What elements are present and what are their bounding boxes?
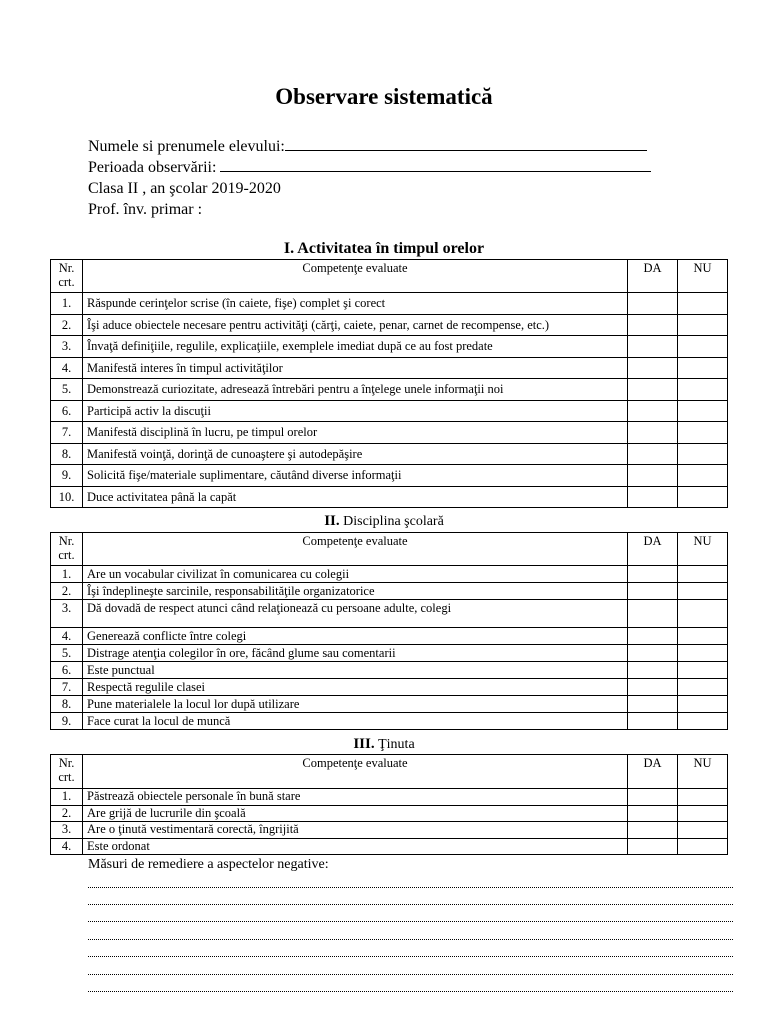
period-line: [88, 157, 651, 178]
da-cell[interactable]: [628, 379, 678, 401]
dotted-line[interactable]: [88, 920, 733, 922]
da-cell[interactable]: [628, 314, 678, 336]
period-label: Perioada observării:: [88, 159, 217, 176]
da-cell[interactable]: [628, 422, 678, 444]
table-row: [51, 336, 728, 358]
row-number: 1.: [51, 566, 83, 583]
da-cell[interactable]: [628, 645, 678, 662]
section-3-numeral: III.: [353, 736, 375, 752]
nu-cell[interactable]: [678, 465, 728, 487]
da-cell[interactable]: [628, 336, 678, 358]
table-row: [51, 465, 728, 487]
da-cell[interactable]: [628, 822, 678, 839]
section-2-title: [0, 513, 768, 530]
table-row: [51, 645, 728, 662]
row-number: 6.: [51, 662, 83, 679]
nu-cell[interactable]: [678, 583, 728, 600]
competence-text: Demonstrează curiozitate, adresează întrebări pentru a înţelege unele informaţii noi: [83, 379, 628, 401]
competence-text: Păstrează obiectele personale în bună stare: [83, 789, 628, 806]
row-number: 2.: [51, 805, 83, 822]
section-1-numeral: I.: [283, 240, 295, 257]
table-row: [51, 805, 728, 822]
competence-text: Îşi aduce obiectele necesare pentru activităţi (cărţi, caiete, penar, carnet de recompense, etc.): [83, 314, 628, 336]
table-row: [51, 566, 728, 583]
col-da: DA: [628, 533, 678, 566]
da-cell[interactable]: [628, 679, 678, 696]
da-cell[interactable]: [628, 662, 678, 679]
competence-text: Duce activitatea până la capăt: [83, 486, 628, 508]
da-cell[interactable]: [628, 566, 678, 583]
row-number: 8.: [51, 696, 83, 713]
section-2-table: [50, 532, 728, 730]
table-row: [51, 486, 728, 508]
nu-cell[interactable]: [678, 600, 728, 628]
class-line: Clasa II , an şcolar 2019-2020: [88, 180, 281, 197]
section-2-numeral: II.: [324, 513, 340, 529]
competence-text: Răspunde cerinţelor scrise (în caiete, fişe) complet şi corect: [83, 293, 628, 315]
section-1-title: [0, 240, 768, 258]
dotted-line[interactable]: [88, 990, 733, 992]
competence-text: Are grijă de lucrurile din şcoală: [83, 805, 628, 822]
table-row: [51, 443, 728, 465]
nu-cell[interactable]: [678, 422, 728, 444]
table-row: [51, 379, 728, 401]
competence-text: Manifestă interes în timpul activităţilor: [83, 357, 628, 379]
da-cell[interactable]: [628, 293, 678, 315]
competence-text: Este ordonat: [83, 838, 628, 855]
competence-text: Învaţă definiţiile, regulile, explicaţiile, exemplele imediat după ce au fost predate: [83, 336, 628, 358]
teacher-line: Prof. înv. primar :: [88, 201, 203, 218]
col-competente: Competenţe evaluate: [83, 260, 628, 293]
nu-cell[interactable]: [678, 379, 728, 401]
table-row: [51, 422, 728, 444]
dotted-line[interactable]: [88, 886, 733, 888]
competence-text: Pune materialele la locul lor după utilizare: [83, 696, 628, 713]
table-row: [51, 583, 728, 600]
name-blank[interactable]: [285, 136, 647, 151]
nu-cell[interactable]: [678, 679, 728, 696]
row-number: 9.: [51, 713, 83, 730]
table-row: [51, 628, 728, 645]
nu-cell[interactable]: [678, 628, 728, 645]
row-number: 9.: [51, 465, 83, 487]
col-da: DA: [628, 260, 678, 293]
col-nu: NU: [678, 260, 728, 293]
section-2-name: Disciplina şcolară: [343, 514, 444, 529]
da-cell[interactable]: [628, 443, 678, 465]
nu-cell[interactable]: [678, 400, 728, 422]
name-label: Numele si prenumele elevului:: [88, 138, 285, 155]
competence-text: Îşi îndeplineşte sarcinile, responsabilităţile organizatorice: [83, 583, 628, 600]
table-row: [51, 662, 728, 679]
section-1-table: [50, 259, 728, 508]
section-3-name: Ţinuta: [378, 737, 415, 752]
nu-cell[interactable]: [678, 838, 728, 855]
dotted-line[interactable]: [88, 903, 733, 905]
dotted-line[interactable]: [88, 938, 733, 940]
da-cell[interactable]: [628, 696, 678, 713]
dotted-line[interactable]: [88, 973, 733, 975]
table-row: [51, 838, 728, 855]
row-number: 2.: [51, 314, 83, 336]
dotted-line[interactable]: [88, 955, 733, 957]
row-number: 5.: [51, 379, 83, 401]
row-number: 1.: [51, 789, 83, 806]
competence-text: Manifestă disciplină în lucru, pe timpul orelor: [83, 422, 628, 444]
row-number: 7.: [51, 422, 83, 444]
da-cell[interactable]: [628, 805, 678, 822]
nu-cell[interactable]: [678, 314, 728, 336]
period-blank[interactable]: [220, 157, 651, 172]
da-cell[interactable]: [628, 838, 678, 855]
competence-text: Dă dovadă de respect atunci când relaţionează cu persoane adulte, colegi: [83, 600, 628, 628]
row-number: 1.: [51, 293, 83, 315]
da-cell[interactable]: [628, 600, 678, 628]
col-da: DA: [628, 755, 678, 789]
competence-text: Manifestă voinţă, dorinţă de cunoaştere şi autodepăşire: [83, 443, 628, 465]
table-row: [51, 357, 728, 379]
section-3-title: [0, 736, 768, 753]
page-title: Observare sistematică: [275, 84, 493, 109]
row-number: 10.: [51, 486, 83, 508]
table-row: [51, 789, 728, 806]
section-1-name: Activitatea în timpul orelor: [297, 240, 485, 257]
competence-text: Este punctual: [83, 662, 628, 679]
table-row: [51, 600, 728, 628]
col-nr: Nr. crt.: [51, 260, 83, 293]
nu-cell[interactable]: [678, 822, 728, 839]
competence-text: Are o ţinută vestimentară corectă, îngrijită: [83, 822, 628, 839]
col-nr: Nr. crt.: [51, 533, 83, 566]
competence-text: Solicită fişe/materiale suplimentare, căutând diverse informaţii: [83, 465, 628, 487]
nu-cell[interactable]: [678, 566, 728, 583]
nu-cell[interactable]: [678, 713, 728, 730]
nu-cell[interactable]: [678, 662, 728, 679]
row-number: 6.: [51, 400, 83, 422]
da-cell[interactable]: [628, 400, 678, 422]
competence-text: Are un vocabular civilizat în comunicarea cu colegii: [83, 566, 628, 583]
nu-cell[interactable]: [678, 696, 728, 713]
competence-text: Generează conflicte între colegi: [83, 628, 628, 645]
col-nu: NU: [678, 755, 728, 789]
table-header-row: [51, 260, 728, 293]
row-number: 3.: [51, 600, 83, 628]
nu-cell[interactable]: [678, 443, 728, 465]
measures-label: Măsuri de remediere a aspectelor negative:: [88, 857, 329, 872]
col-competente: Competenţe evaluate: [83, 755, 628, 789]
row-number: 5.: [51, 645, 83, 662]
row-number: 8.: [51, 443, 83, 465]
nu-cell[interactable]: [678, 789, 728, 806]
row-number: 7.: [51, 679, 83, 696]
competence-text: Participă activ la discuţii: [83, 400, 628, 422]
row-number: 3.: [51, 822, 83, 839]
table-row: [51, 822, 728, 839]
nu-cell[interactable]: [678, 357, 728, 379]
nu-cell[interactable]: [678, 486, 728, 508]
da-cell[interactable]: [628, 713, 678, 730]
da-cell[interactable]: [628, 628, 678, 645]
table-row: [51, 314, 728, 336]
col-nu: NU: [678, 533, 728, 566]
row-number: 4.: [51, 628, 83, 645]
da-cell[interactable]: [628, 357, 678, 379]
competence-text: Face curat la locul de muncă: [83, 713, 628, 730]
table-header-row: [51, 533, 728, 566]
row-number: 3.: [51, 336, 83, 358]
table-header-row: [51, 755, 728, 789]
row-number: 2.: [51, 583, 83, 600]
row-number: 4.: [51, 838, 83, 855]
competence-text: Respectă regulile clasei: [83, 679, 628, 696]
table-row: [51, 293, 728, 315]
da-cell[interactable]: [628, 789, 678, 806]
student-info: [88, 136, 651, 220]
nu-cell[interactable]: [678, 336, 728, 358]
competence-text: Distrage atenţia colegilor în ore, făcând glume sau comentarii: [83, 645, 628, 662]
table-row: [51, 400, 728, 422]
table-row: [51, 713, 728, 730]
nu-cell[interactable]: [678, 293, 728, 315]
col-competente: Competenţe evaluate: [83, 533, 628, 566]
nu-cell[interactable]: [678, 805, 728, 822]
name-line: [88, 136, 651, 157]
nu-cell[interactable]: [678, 645, 728, 662]
da-cell[interactable]: [628, 465, 678, 487]
row-number: 4.: [51, 357, 83, 379]
table-row: [51, 696, 728, 713]
da-cell[interactable]: [628, 583, 678, 600]
col-nr: Nr. crt.: [51, 755, 83, 789]
table-row: [51, 679, 728, 696]
da-cell[interactable]: [628, 486, 678, 508]
section-3-table: [50, 754, 728, 855]
